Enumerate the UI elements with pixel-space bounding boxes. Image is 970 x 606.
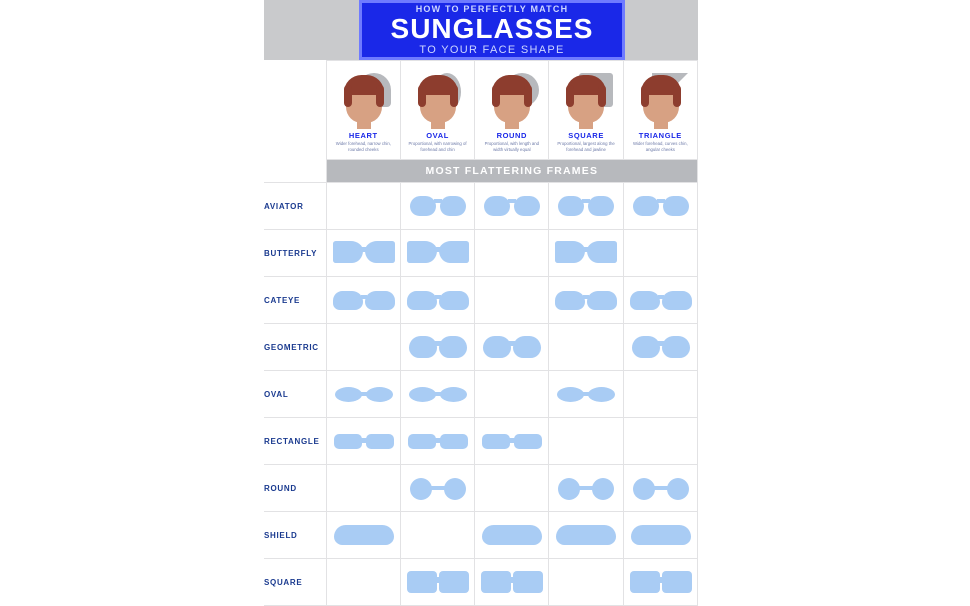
match-cell-cateye-triangle: [623, 277, 697, 324]
header-banner: [359, 0, 625, 60]
match-cell-aviator-triangle: [623, 183, 697, 230]
sunglasses-frame: [401, 562, 475, 602]
match-cell-shield-triangle: [623, 512, 697, 559]
sunglasses-frame: [549, 280, 623, 320]
match-table: [264, 60, 698, 606]
face-illustration: [475, 67, 549, 129]
lens: [334, 434, 362, 449]
empty-cell: [401, 515, 475, 555]
face-neck: [505, 119, 519, 129]
match-cell-butterfly-triangle: [623, 230, 697, 277]
face-hair-left: [344, 85, 352, 107]
lens: [409, 387, 436, 402]
lens: [632, 336, 660, 358]
sunglasses-frame: [401, 374, 475, 414]
face-column-triangle: [623, 61, 697, 160]
sunglasses-frame: [549, 374, 623, 414]
face-neck: [357, 119, 371, 129]
face-hair-right: [673, 85, 681, 107]
match-cell-rectangle-round: [475, 418, 549, 465]
match-cell-rectangle-heart: [326, 418, 400, 465]
lens: [630, 291, 660, 310]
bridge: [360, 392, 368, 396]
match-cell-cateye-oval: [400, 277, 474, 324]
sunglasses-frame: [401, 280, 475, 320]
match-cell-cateye-round: [475, 277, 549, 324]
table-row: [264, 418, 698, 465]
sunglasses-frame: [401, 468, 475, 508]
lens: [439, 291, 469, 310]
sunglasses-frame: [475, 327, 549, 367]
frame-row-label-rectangle: RECTANGLE: [264, 418, 326, 465]
match-cell-rectangle-square: [549, 418, 623, 465]
empty-cell: [475, 374, 549, 414]
empty-cell: [475, 233, 549, 273]
table-row: [264, 230, 698, 277]
empty-cell: [549, 421, 623, 461]
match-cell-butterfly-round: [475, 230, 549, 277]
face-illustration: [549, 67, 623, 129]
empty-cell: [475, 468, 549, 508]
match-cell-cateye-heart: [326, 277, 400, 324]
face-illustration: [401, 67, 475, 129]
lens: [662, 291, 692, 310]
face-description: Wider forehead, narrow chin, rounded cheeks: [335, 141, 391, 152]
corner-cell: [264, 61, 326, 160]
bridge: [509, 577, 515, 583]
match-cell-oval-triangle: [623, 371, 697, 418]
lens: [588, 196, 614, 216]
match-cell-square-oval: [400, 559, 474, 606]
lens: [365, 241, 395, 263]
lens: [407, 571, 437, 593]
lens: [484, 196, 510, 216]
face-hair-left: [418, 85, 426, 107]
frame-row-label-cateye: CATEYE: [264, 277, 326, 324]
bridge: [582, 199, 590, 203]
lens: [662, 571, 692, 593]
lens: [587, 241, 617, 263]
bridge: [508, 438, 516, 443]
lens: [556, 525, 616, 545]
lens: [662, 336, 690, 358]
face-hair-left: [566, 85, 574, 107]
bridge: [360, 438, 368, 443]
face-name-label: HEART: [348, 131, 378, 140]
match-cell-aviator-heart: [326, 183, 400, 230]
bridge: [583, 247, 589, 252]
lens: [513, 336, 541, 358]
most-flattering-banner-row: [264, 160, 698, 183]
frame-row-label-shield: SHIELD: [264, 512, 326, 559]
empty-cell: [327, 327, 401, 367]
match-cell-round-oval: [400, 465, 474, 512]
sunglasses-frame: [549, 186, 623, 226]
lens: [333, 241, 363, 263]
table-row: [264, 465, 698, 512]
sunglasses-frame: [327, 515, 401, 555]
sunglasses-frame: [475, 515, 549, 555]
match-cell-butterfly-oval: [400, 230, 474, 277]
lens: [335, 387, 362, 402]
sunglasses-frame: [401, 327, 475, 367]
match-cell-butterfly-square: [549, 230, 623, 277]
sunglasses-frame: [401, 186, 475, 226]
match-cell-shield-square: [549, 512, 623, 559]
lens: [555, 291, 585, 310]
match-cell-square-round: [475, 559, 549, 606]
empty-cell: [549, 562, 623, 602]
face-name-label: OVAL: [426, 131, 449, 140]
match-cell-square-heart: [326, 559, 400, 606]
match-cell-butterfly-heart: [326, 230, 400, 277]
sunglasses-frame: [549, 468, 623, 508]
lens: [482, 434, 510, 449]
match-cell-geometric-triangle: [623, 324, 697, 371]
bridge: [435, 341, 441, 346]
lens: [440, 196, 466, 216]
bridge: [435, 295, 441, 299]
bridge: [434, 392, 442, 396]
match-cell-geometric-round: [475, 324, 549, 371]
face-illustration: [327, 67, 401, 129]
sunglasses-frame: [624, 327, 698, 367]
sunglasses-frame: [327, 280, 401, 320]
match-cell-geometric-heart: [326, 324, 400, 371]
frame-row-label-butterfly: BUTTERFLY: [264, 230, 326, 277]
lens: [483, 336, 511, 358]
match-cell-oval-heart: [326, 371, 400, 418]
match-cell-aviator-round: [475, 183, 549, 230]
lens: [513, 571, 543, 593]
bridge: [658, 341, 664, 346]
lens: [633, 196, 659, 216]
sunglasses-frame: [475, 421, 549, 461]
bridge: [361, 295, 367, 299]
sunglasses-frame: [327, 421, 401, 461]
lens: [407, 291, 437, 310]
bridge: [654, 486, 668, 490]
match-cell-rectangle-oval: [400, 418, 474, 465]
lens: [365, 291, 395, 310]
face-name-label: ROUND: [496, 131, 528, 140]
match-cell-oval-oval: [400, 371, 474, 418]
banner-spacer: [264, 160, 326, 183]
lens: [555, 241, 585, 263]
bridge: [658, 295, 664, 299]
lens: [440, 434, 468, 449]
match-cell-round-square: [549, 465, 623, 512]
bridge: [582, 392, 590, 396]
face-hair-right: [376, 85, 384, 107]
bridge: [509, 341, 515, 346]
face-column-heart: [326, 61, 400, 160]
face-header-row: [264, 61, 698, 160]
sunglasses-frame: [624, 515, 698, 555]
sunglasses-frame: [624, 468, 698, 508]
match-cell-square-square: [549, 559, 623, 606]
match-cell-cateye-square: [549, 277, 623, 324]
table-row: [264, 277, 698, 324]
sunglasses-frame: [401, 421, 475, 461]
sunglasses-frame: [475, 562, 549, 602]
lens: [481, 571, 511, 593]
bridge: [431, 486, 445, 490]
face-name-label: SQUARE: [568, 131, 604, 140]
bridge: [361, 247, 367, 252]
face-column-round: [475, 61, 549, 160]
lens: [667, 478, 689, 500]
match-cell-oval-square: [549, 371, 623, 418]
match-cell-round-triangle: [623, 465, 697, 512]
face-neck: [431, 119, 445, 129]
empty-cell: [624, 374, 698, 414]
face-column-oval: [400, 61, 474, 160]
face-description: Proportional, with length and width virtually equal: [484, 141, 540, 152]
match-cell-aviator-oval: [400, 183, 474, 230]
match-cell-round-heart: [326, 465, 400, 512]
infographic-root: [264, 0, 698, 600]
empty-cell: [475, 280, 549, 320]
sunglasses-frame: [624, 186, 698, 226]
lens: [366, 387, 393, 402]
frame-row-label-round: ROUND: [264, 465, 326, 512]
bridge: [658, 577, 664, 583]
match-cell-oval-round: [475, 371, 549, 418]
face-hair-right: [524, 85, 532, 107]
lens: [366, 434, 394, 449]
sunglasses-frame: [475, 186, 549, 226]
empty-cell: [327, 562, 401, 602]
match-cell-geometric-square: [549, 324, 623, 371]
face-hair-right: [450, 85, 458, 107]
most-flattering-frames-label: MOST FLATTERING FRAMES: [326, 160, 697, 183]
face-neck: [579, 119, 593, 129]
table-row: [264, 324, 698, 371]
face-description: Proportional, largest along the forehead and jawline: [557, 141, 615, 152]
lens: [630, 571, 660, 593]
face-hair-left: [492, 85, 500, 107]
lens: [333, 291, 363, 310]
header-subtitle-top: HOW TO PERFECTLY MATCH: [415, 4, 569, 14]
lens: [514, 196, 540, 216]
face-description: Proportional, with narrowing of forehead and chin: [408, 141, 467, 152]
lens: [558, 478, 580, 500]
lens: [631, 525, 691, 545]
lens: [409, 336, 437, 358]
lens: [410, 196, 436, 216]
match-cell-shield-oval: [400, 512, 474, 559]
bridge: [435, 577, 441, 583]
sunglasses-frame: [327, 374, 401, 414]
bridge: [657, 199, 665, 203]
sunglasses-frame: [624, 280, 698, 320]
empty-cell: [327, 468, 401, 508]
lens: [592, 478, 614, 500]
table-row: [264, 559, 698, 606]
face-hair-left: [641, 85, 649, 107]
lens: [440, 387, 467, 402]
lens: [444, 478, 466, 500]
sunglasses-frame: [549, 233, 623, 273]
frame-row-label-oval: OVAL: [264, 371, 326, 418]
match-cell-rectangle-triangle: [623, 418, 697, 465]
match-cell-shield-round: [475, 512, 549, 559]
empty-cell: [624, 421, 698, 461]
lens: [408, 434, 436, 449]
lens: [514, 434, 542, 449]
sunglasses-frame: [624, 562, 698, 602]
bridge: [579, 486, 593, 490]
empty-cell: [624, 233, 698, 273]
table-row: [264, 512, 698, 559]
lens: [557, 387, 584, 402]
lens: [410, 478, 432, 500]
lens: [407, 241, 437, 263]
header-subtitle-bottom: TO YOUR FACE SHAPE: [419, 44, 565, 56]
sunglasses-frame: [549, 515, 623, 555]
face-column-square: [549, 61, 623, 160]
lens: [439, 241, 469, 263]
face-description: Wider forehead, curves chin, angular cheeks: [633, 141, 688, 152]
lens: [482, 525, 542, 545]
empty-cell: [327, 186, 401, 226]
lens: [663, 196, 689, 216]
header-title: SUNGLASSES: [390, 13, 594, 44]
lens: [558, 196, 584, 216]
match-cell-shield-heart: [326, 512, 400, 559]
lens: [588, 387, 615, 402]
bridge: [435, 247, 441, 252]
bridge: [434, 438, 442, 443]
lens: [439, 571, 469, 593]
face-neck: [654, 119, 668, 129]
sunglasses-frame: [401, 233, 475, 273]
match-cell-square-triangle: [623, 559, 697, 606]
bridge: [434, 199, 442, 203]
table-row: [264, 371, 698, 418]
bridge: [508, 199, 516, 203]
face-hair-right: [598, 85, 606, 107]
infographic-header: [264, 0, 698, 60]
lens: [439, 336, 467, 358]
match-cell-geometric-oval: [400, 324, 474, 371]
face-illustration: [624, 67, 698, 129]
match-cell-round-round: [475, 465, 549, 512]
match-cell-aviator-square: [549, 183, 623, 230]
bridge: [583, 295, 589, 299]
frame-row-label-square: SQUARE: [264, 559, 326, 606]
empty-cell: [549, 327, 623, 367]
table-row: [264, 183, 698, 230]
frame-row-label-aviator: AVIATOR: [264, 183, 326, 230]
face-name-label: TRIANGLE: [638, 131, 682, 140]
sunglasses-frame: [327, 233, 401, 273]
lens: [633, 478, 655, 500]
lens: [334, 525, 394, 545]
lens: [587, 291, 617, 310]
frame-row-label-geometric: GEOMETRIC: [264, 324, 326, 371]
